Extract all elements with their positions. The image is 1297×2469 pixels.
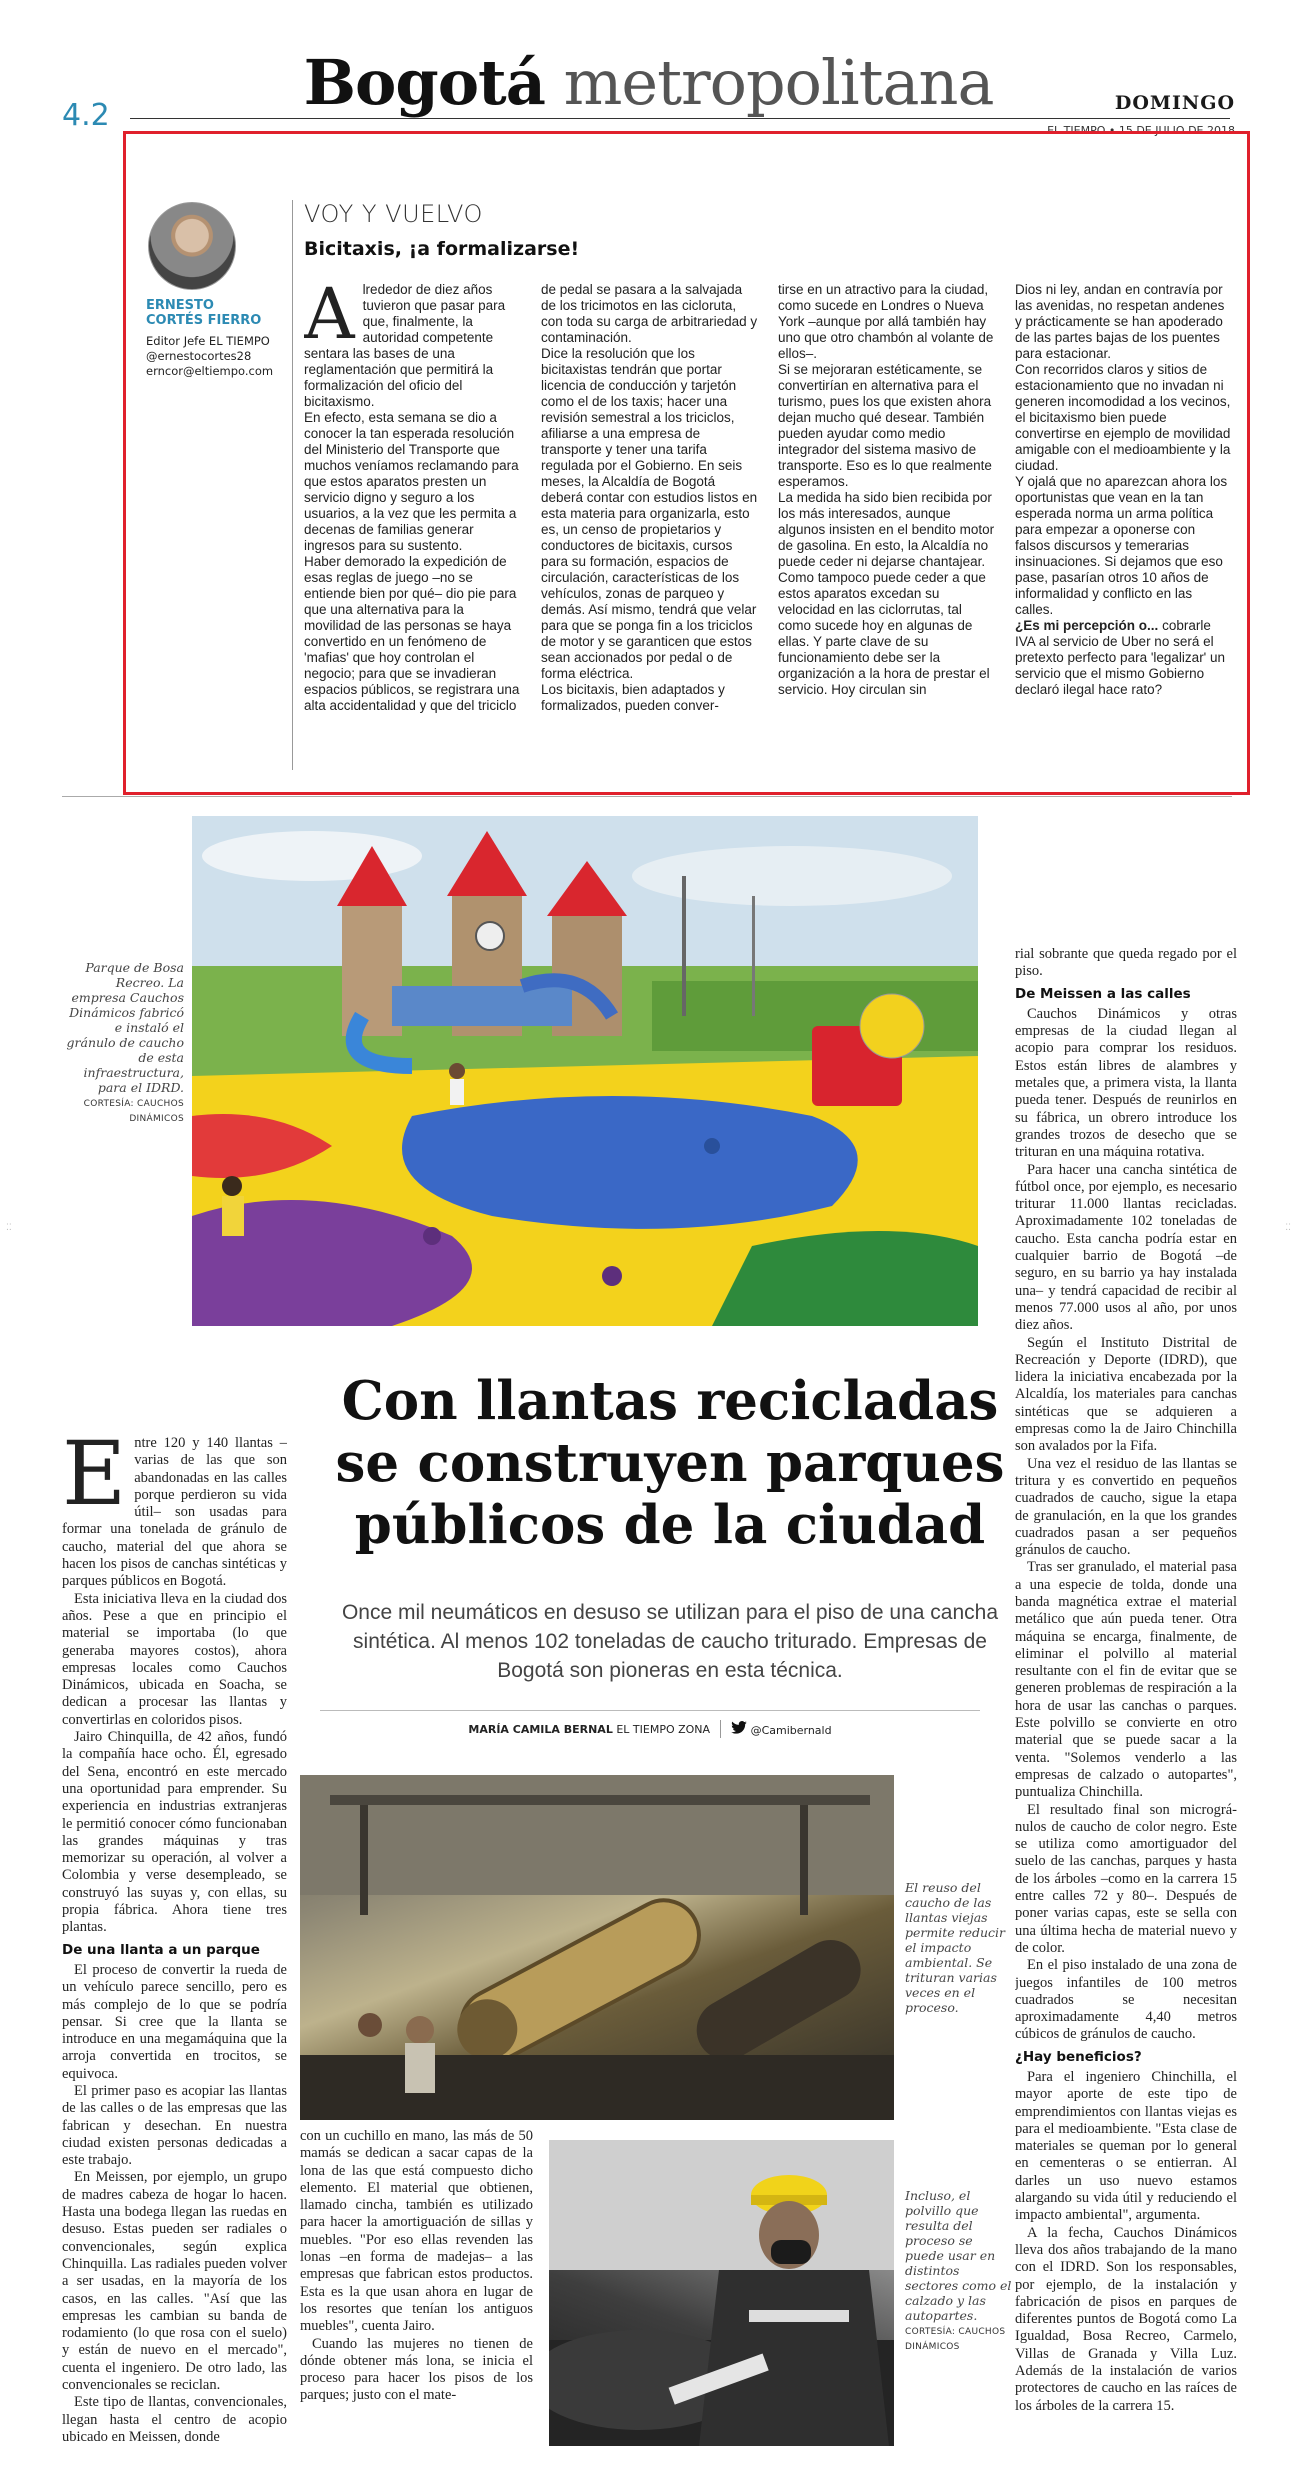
author-last-name: CORTÉS FIERRO (146, 313, 262, 328)
article-dropcap: E (62, 1435, 127, 1525)
author-avatar (148, 202, 236, 290)
article-subhead: De una llanta a un parque (62, 1941, 260, 1958)
weekday: DOMINGO (1114, 92, 1235, 114)
article-paragraph: El resultado final son microgránulos de caucho de color negro. Este se utiliza como amortiguador del suelo de las canchas, parques y hasta de los árboles –como en la carrera 15 entre calles 72 y 80–. Después de poner varias capas, este se sella con una última hecha de material nuevo y de color. (1015, 1801, 1237, 1956)
article-paragraph: Este tipo de llantas, convencionales, llegan hasta el centro de acopio ubicado en Meissen, donde (62, 2394, 287, 2445)
opinion-column-box (123, 131, 1250, 795)
section-separator (62, 796, 1232, 797)
crop-mark-right: ⁚⁚ (1285, 1223, 1291, 1233)
article-paragraph: A la fecha, Cauchos Dinámicos lleva dos años trabajando de la mano con el IDRD. Son los responsables, por ejemplo, de la instalación y fabricación de pisos en parques de diferentes puntos de Bogotá como La Igualdad, Bosa Recreo, Carmelo, Villas de Granada y Villa Luz. Además de la instalación de varios protectores de caucho en las raíces de los árboles de la carrera 15. (1015, 2224, 1237, 2414)
article-paragraph: con un cuchillo en mano, las más de 50 mamás se dedican a sacar capas de la lona de las que está compuesto dicho elemento. El material que obtienen, llamado cincha, también es utilizado para hacer la amortiguación de sillas y muebles. "Por eso ellas revenden las lonas –en forma de madejas– a las empresas que fabrican estos productos. Esta es la que usan ahora en lugar de los resortes que tenían los antiguos muebles", cuenta Jairo. (300, 2128, 533, 2335)
park-caption-text: Parque de Bosa Recreo. La empresa Cauchos Dinámicos fabricó e instaló el gránulo de caucho de esta infraestructura, para el IDRD. (66, 960, 184, 1095)
column-headline: Bicitaxis, ¡a formalizarse! (304, 238, 580, 260)
author-role: Editor Jefe EL TIEMPO (146, 334, 270, 348)
masthead (0, 0, 1297, 140)
article-paragraph: En Meissen, por ejemplo, un grupo de madres cabeza de hogar lo hacen. Hasta una bodega llegan las ruedas en desuso. Estas pueden ser radiales o convencionales, según explica Chinquilla. Las radiales pueden volver a ser usadas, en la mayoría de los casos, en las calles. "Así que las empresas les cambian su banda de rodamiento (lo que rosa con el suelo) y están de nuevo en el mercado", cuenta el ingeniero. De otro lado, las convencionales se reciclan. (62, 2169, 287, 2394)
article-headline: Con llantas recicladas se construyen parques públicos de la ciudad (335, 1370, 1005, 1556)
author-name (146, 298, 266, 328)
article-paragraph: Jairo Chinquilla, de 42 años, fundó la compañía hace ocho. Él, egresado del Sena, encontró en este mercado una oportunidad para emprender. Su experiencia en industrias extranjeras le permitió conocer cómo funcionaban las grandes máquinas y tras memorizar su operación, al volver a Colombia y verse desempleado, se construyó las suyas y, con ellas, su propia fábrica. Ahora tiene tres plantas. (62, 1729, 287, 1936)
article-subhead: ¿Hay beneficios? (1015, 2048, 1142, 2065)
column-text-4 (1015, 282, 1234, 782)
park-photo (192, 816, 978, 1326)
article-paragraph: Para hacer una cancha sintética de fútbol once, por ejemplo, es necesario triturar 11.000 llantas recicladas. Aproximadamente 102 toneladas de caucho. Esta cancha podría estar en cualquier barrio de Bogotá –de seguro, en su barrio ya hay instalada una– y tendrá capacidad de recibir al menos 77.000 usos al año, por unos diez años. (1015, 1161, 1237, 1334)
twitter-handle-text: @Camibernald (750, 1724, 832, 1737)
author-email[interactable]: erncor@eltiempo.com (146, 364, 274, 378)
column-paragraph: de pedal se pasara a la salvajada de los tricimotos en las cicloruta, con toda su carga de arbitrariedad y contaminación. Dice la resolución que los bicitaxistas tendrán que portar licencia de conducción y tarjetón como el de los taxis; hacer una revisión semestral a los triciclos, afiliarse a una empresa de transporte y tener una tarifa regulada por el Gobierno. En seis meses, la Alcaldía de Bogotá deberá contar con estudios listos en esta materia para organizarla, esto es, un censo de propietarios y conductores de bicitaxis, cursos para su formación, espacios de circulación, características de los vehículos, zonas de parqueo y demás. Así mismo, tendrá que velar para que se ponga fin a los triciclos de motor y se garanticen que estos sean accionados por pedal o de forma eléctrica. Los bicitaxis, bien adaptados y formalizados, pueden conver- (541, 282, 758, 713)
byline-outlet: EL TIEMPO ZONA (616, 1722, 711, 1736)
author-info (146, 334, 286, 379)
column-text-1 (304, 282, 523, 782)
crop-mark-left: ⁚⁚ (6, 1223, 12, 1233)
factory-photo (300, 1775, 894, 2120)
author-first-name: ERNESTO (146, 298, 214, 313)
section-title (0, 48, 1297, 118)
twitter-icon (731, 1721, 747, 1734)
article-paragraph: En el piso instalado de una zona de juegos infantiles de 100 metros cuadrados se necesitan aproximadamente 4,40 metros cúbicos de gránulos de caucho. (1015, 1957, 1237, 2043)
column-closing (1015, 618, 1234, 698)
worker-photo-caption (905, 2188, 1015, 2355)
twitter-handle[interactable] (731, 1721, 832, 1737)
article-paragraph: Cuando las mujeres no tienen de dónde obtener más lona, se inicia el proceso para hacer los pisos de los parques; justo con el mate- (300, 2335, 533, 2404)
park-photo-credit: CORTESÍA: CAUCHOS DINÁMICOS (83, 1099, 184, 1124)
dropcap: A (304, 282, 355, 355)
dateline: EL TIEMPO • 15 DE JULIO DE 2018 (1047, 124, 1235, 137)
column-paragraph: lrededor de diez años tuvieron que pasar para que, finalmente, la autoridad competente sentara las bases de una reglamentación que permitirá la formalización del oficio del bicitaxismo. En efecto, esta semana se dio a conocer la tan esperada resolución del Ministerio del Transporte que muchos veníamos reclamando para que estos aparatos presten un servicio digno y seguro a los usuarios, a la vez que les permita a decenas de familias generar ingresos para su sustento. Haber demorado la expedición de esas reglas de juego –no se entiende bien por qué– dio pie para que una alternativa para la movilidad de las personas se haya convertido en un fenómeno de 'mafias' que hoy controlan el negocio; para que se invadieran espacios públicos, se registrara una alta accidentalidad y que del triciclo (304, 282, 520, 713)
article-paragraph: ntre 120 y 140 llantas –varias de las que son abandonadas en las calles porque perdieron su vida útil– son usadas para formar una tonelada de gránulo de caucho, material del que ahora se hacen los pisos de canchas sintéticas y parques públicos en Bogotá. (62, 1435, 287, 1590)
column-paragraph: Dios ni ley, andan en contravía por las avenidas, no respetan andenes y prácticamente se han apoderado de las partes bajas de los puentes para estacionar. Con recorridos claros y sitios de estacionamiento que no invadan ni generen incomodidad a los vecinos, el bicitaxismo bien puede convertirse en ejemplo de movilidad amigable con el medioambiente y la ciudad. Y ojalá que no aparezcan ahora los oportunistas que vean en la tan esperada norma un arma política para empezar a oponerse con falsos discursos y temerarias insinuaciones. Si dejamos que eso pase, pasarían otros 10 años de informalidad y conflicto en las calles. (1015, 282, 1231, 617)
column-kicker: VOY Y VUELVO (304, 200, 483, 228)
byline-rule (320, 1710, 980, 1711)
article-column-left (62, 1435, 287, 2460)
column-paragraph: tirse en un atractivo para la ciudad, como sucede en Londres o Nueva York –aunque por allá también hay uno que otro chambón al volante de ellos–. Si se mejoraran estéticamente, se convertirían en alternativa para el turismo, pues los que existen ahora dejan mucho qué desear. También pueden ayudar como medio integrador del sistema masivo de transporte. Eso es lo que realmente esperamos. La medida ha sido bien recibida por los más interesados, aunque algunos insisten en el bendito motor de gasolina. En esto, la Alcaldía no puede ceder ni dejarse chantajear. Como tampoco puede ceder a que estos aparatos excedan su velocidad en las ciclorrutas, tal como sucede hoy en algunas de ellas. Y parte clave de su funcionamiento debe ser la organización a la hora de prestar el servicio. Hoy circulan sin (778, 282, 995, 697)
article-paragraph: Según el Instituto Distrital de Recreación y Deporte (IDRD), que lidera la iniciativa encabezada por la Alcaldía, los materiales para canchas sintéticas que se adquieren a empresas como la de Jairo Chinchilla son avalados por la Fifa. (1015, 1334, 1237, 1455)
article-paragraph: El primer paso es acopiar las llantas de las calles o de las empresas que las fabrican y desechan. En nuestra ciudad existen personas dedicadas a este trabajo. (62, 2082, 287, 2169)
article-deck: Once mil neumáticos en desuso se utilizan para el piso de una cancha sintética. Al menos 102 toneladas de caucho triturado. Empresas de Bogotá son pioneras en esta técnica. (341, 1601, 999, 1682)
byline (320, 1720, 980, 1738)
worker-photo-credit: CORTESÍA: CAUCHOS DINÁMICOS (905, 2327, 1006, 2352)
article-paragraph: Para el ingeniero Chinchilla, el mayor aporte de este tipo de emprendimientos con llantas viejas es para el medioambiente. "Esta clase de materiales se queman por lo general en cementeras o se entierran. Al darles un uso nuevo estamos alargando su vida útil y reduciendo el impacto ambiental", argumenta. (1015, 2069, 1237, 2224)
worker-photo (549, 2140, 894, 2446)
byline-author (468, 1723, 710, 1736)
article-paragraph: Tras ser granulado, el material pasa a una especie de tolda, donde una banda magnética extrae el material metálico que aún pueda tener. Otra máquina se encarga, finalmente, de eliminar el polvillo al material resultante con el fin de evitar que se generen problemas de respiración a la hora de usar las canchas o parques. Este polvillo se convierte en otro material que se puede sacar a la venta. "Solemos venderlo a las empresas de calzado o autopartes", puntualiza Chinchilla. (1015, 1559, 1237, 1801)
column-body (304, 282, 1234, 782)
factory-illustration (300, 1775, 894, 2120)
author-handle[interactable]: @ernestocortes28 (146, 349, 252, 363)
byline-author-name: MARÍA CAMILA BERNAL (468, 1722, 613, 1736)
article-paragraph: rial sobrante que queda regado por el piso. (1015, 946, 1237, 980)
column-divider (292, 200, 293, 770)
article-paragraph: Cauchos Dinámicos y otras empresas de la ciudad llegan al acopio para comprar los residuos. Estos están libres de alambres y metales que, a primera vista, la llanta pueda tener. Después de reunirlos en su fábrica, un obrero introduce los grandes trozos de desecho que se trituran en una máquina rotativa. (1015, 1005, 1237, 1161)
column-text-3 (778, 282, 997, 782)
factory-photo-caption: El reuso del caucho de las llantas viejas permite reducir el impacto ambiental. Se trituran varias veces en el proceso. (905, 1880, 1006, 2015)
column-text-2 (541, 282, 760, 782)
section-title-bold: Bogotá (303, 46, 545, 119)
page-number: 4.2 (62, 98, 110, 133)
worker-illustration (549, 2140, 894, 2446)
section-title-light: metropolitana (563, 46, 994, 119)
article-subhead: De Meissen a las calles (1015, 985, 1191, 1002)
article-column-right (1015, 946, 1237, 2461)
article-column-middle (300, 2128, 533, 2460)
column-closing-text: cobrarle IVA al servicio de Uber no será el pretexto perfecto para 'legalizar' un servicio que el mismo Gobierno declaró ilegal hace rato? (1015, 618, 1226, 697)
article-paragraph: Una vez el residuo de las llantas se tritura y es convertido en pequeños cuadrados de caucho, sigue la etapa de granulación, en la que los grandes cuadrados pasan a ser pequeños gránulos de caucho. (1015, 1455, 1237, 1559)
byline-separator (720, 1720, 721, 1738)
worker-caption-text: Incluso, el polvillo que resulta del proceso se puede usar en distintos sectores como el calzado y las autopartes. (905, 2188, 1012, 2323)
park-illustration (192, 816, 978, 1326)
article-paragraph: El proceso de convertir la rueda de un vehículo parece sencillo, pero es más complejo de lo que se podría pensar. Si cree que la llanta se introduce en una megamáquina que la arroja convertida en trocitos, se equivoca. (62, 1961, 287, 2082)
column-closing-bold: ¿Es mi percepción o... (1015, 618, 1159, 633)
article-paragraph: Esta iniciativa lleva en la ciudad dos años. Pese a que en principio el material se importaba (lo que generaba mayores costos), ahora empresas locales como Cauchos Dinámicos, ubicada en Soacha, se dedican a procesar las llantas y convertirlas en coloridos pisos. (62, 1590, 287, 1728)
park-photo-caption (62, 960, 184, 1127)
masthead-rule (130, 118, 1230, 119)
